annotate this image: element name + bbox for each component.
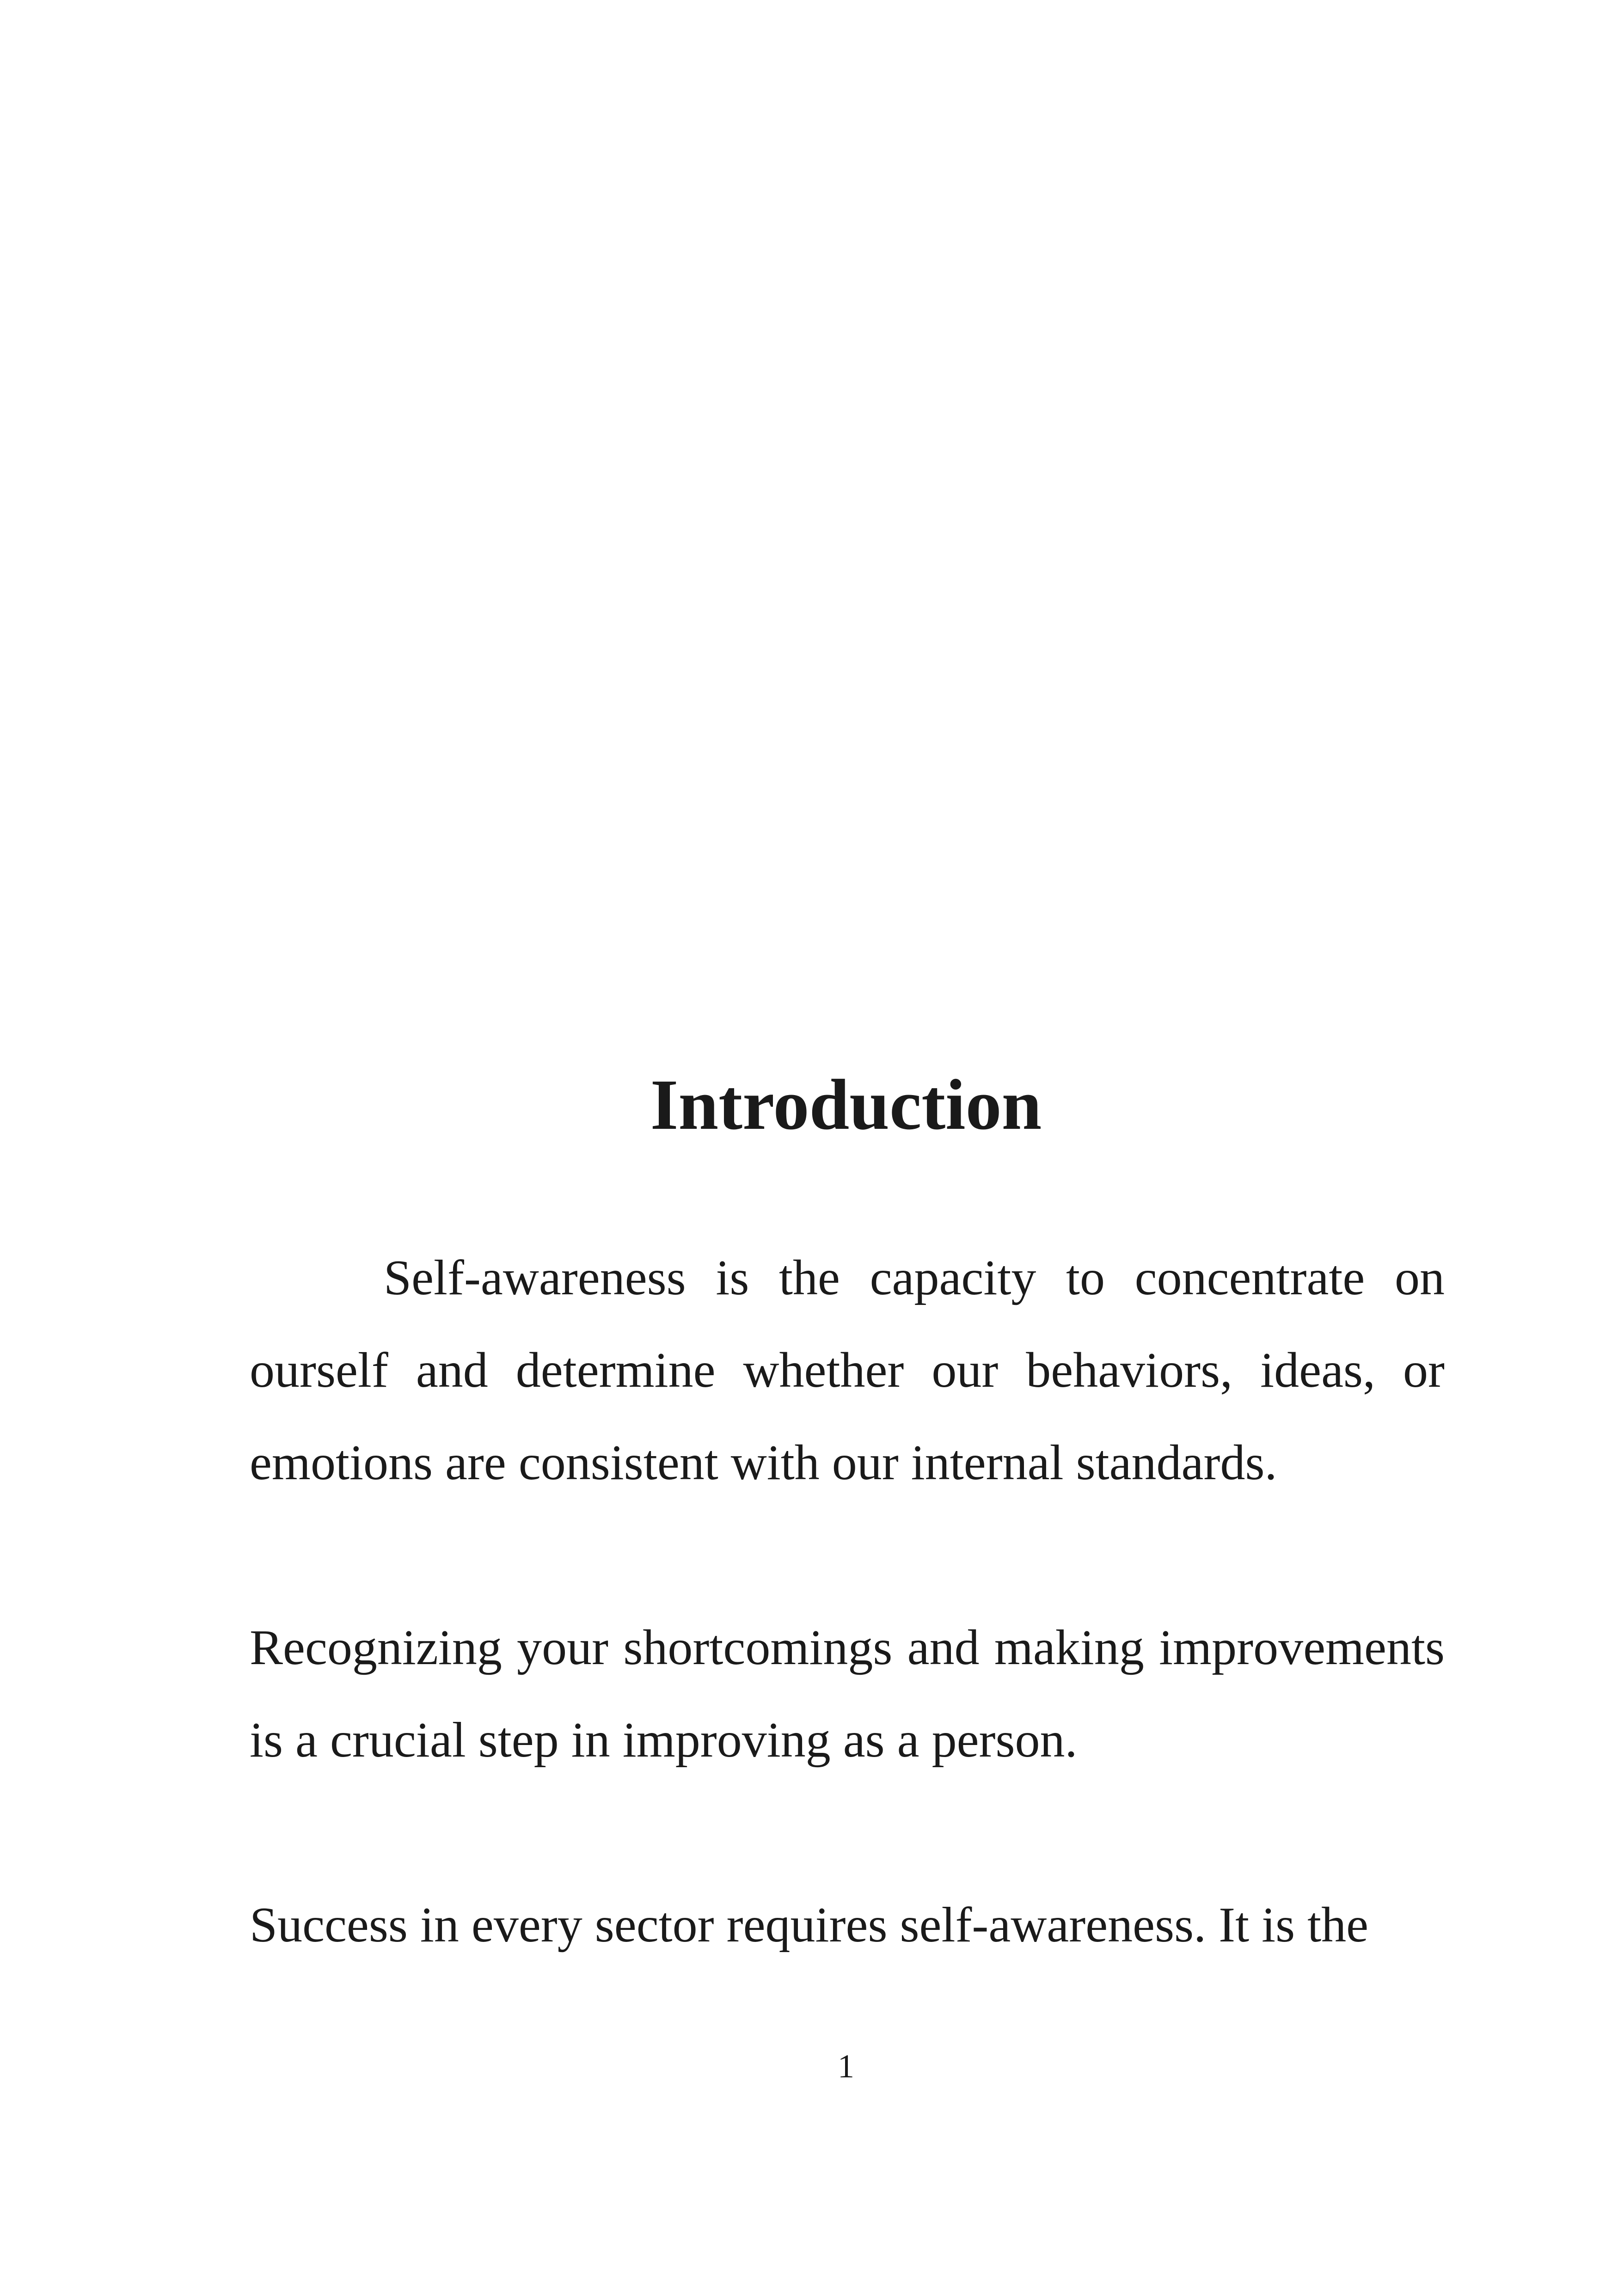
paragraph-recognizing-shortcomings: Recognizing your shortcomings and making improvements is a crucial step in improving as a person. — [250, 1620, 1445, 1768]
paragraph-success-sector: Success in every sector requires self-awareness. It is the — [250, 1898, 1369, 1953]
page-number: 1 — [838, 2048, 854, 2085]
page-title: Introduction — [650, 1065, 1042, 1145]
paragraph-self-awareness-definition: Self-awareness is the capacity to concentrate on ourself and determine whether our behaviors, ideas, or emotions are consistent with our internal standards. — [250, 1250, 1445, 1490]
